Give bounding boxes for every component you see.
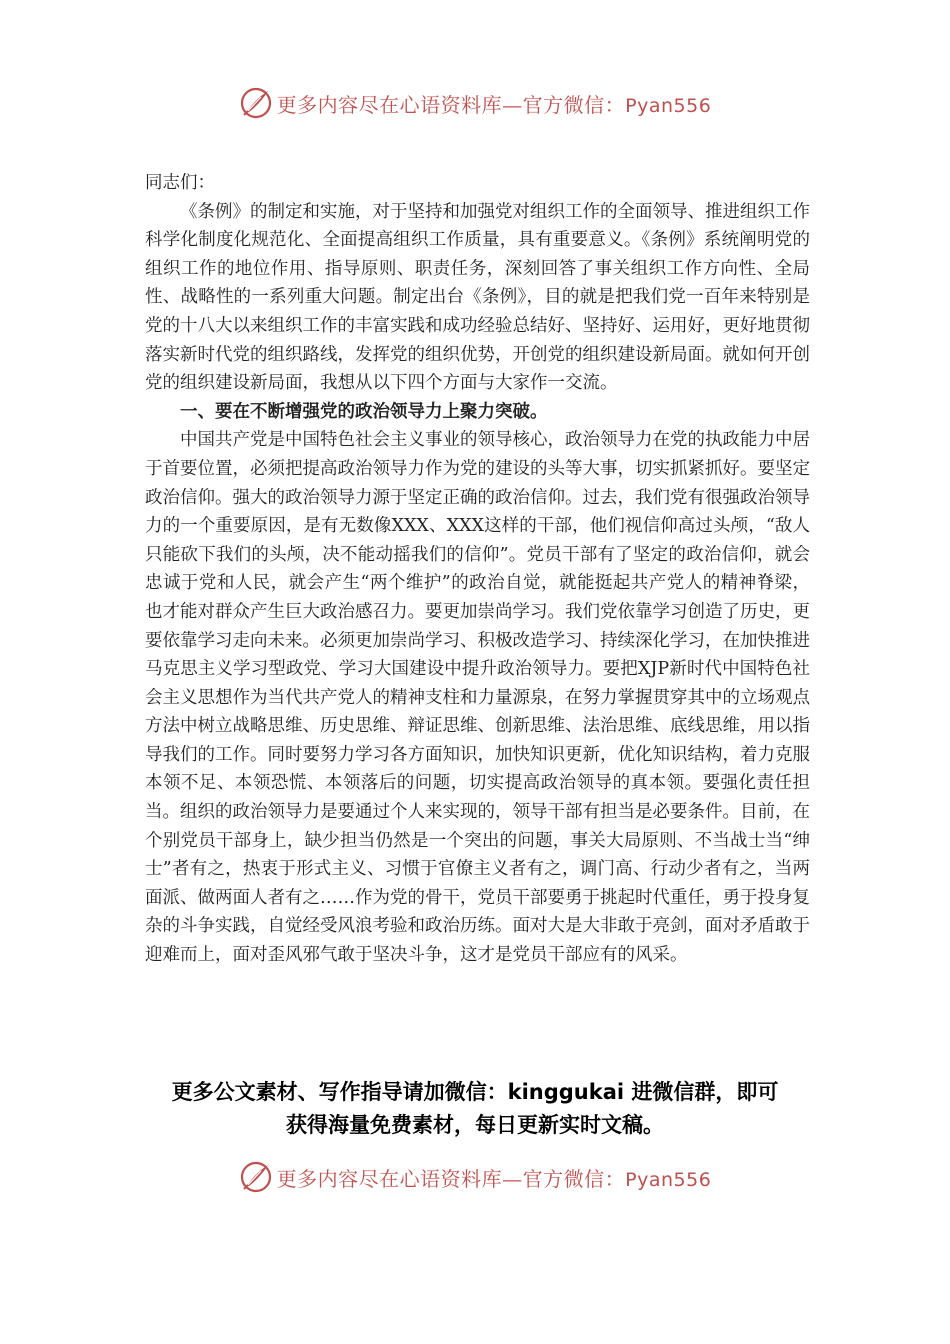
section-body-paragraph: 中国共产党是中国特色社会主义事业的领导核心，政治领导力在党的执政能力中居于首要位置，必须把提高政治领导力作为党的建设的头等大事，切实抓紧抓好。要坚定政治信仰。强大的政治领导力源于坚定正确的政治信仰。过去，我们党有很强政治领导力的一个重要原因，是有无数像XXX、XXX这样的干部，他们视信仰高过头颅，“敌人只能砍下我们的头颅，决不能动摇我们的信仰”。党员干部有了坚定的政治信仰，就会忠诚于党和人民，就会产生“两个维护”的政治自觉，就能挺起共产党人的精神脊梁，也才能对群众产生巨大政治感召力。要更加崇尚学习。我们党依靠学习创造了历史，更要依靠学习走向未来。必须更加崇尚学习、积极改造学习、持续深化学习，在加快推进马克思主义学习型政党、学习大国建设中提升政治领导力。要把XJP新时代中国特色社会主义思想作为当代共产党人的精神支柱和力量源泉，在努力掌握贯穿其中的立场观点方法中树立战略思维、历史思维、辩证思维、创新思维、法治思维、底线思维，用以指导我们的工作。同时要努力学习各方面知识，加快知识更新，优化知识结构，着力克服本领不足、本领恐慌、本领落后的问题，切实提高政治领导的真本领。要强化责任担当。组织的政治领导力是要通过个人来实现的，领导干部有担当是必要条件。目前，在个别党员干部身上，缺少担当仍然是一个突出的问题，事关大局原则、不当战士当“绅士”者有之，热衷于形式主义、习惯于官僚主义者有之，调门高、行动少者有之，当两面派、做两面人者有之……作为党的骨干，党员干部要勇于挑起时代重任，勇于投身复杂的斗争实践，自觉经受风浪考验和政治历练。面对大是大非敢于亮剑，面对矛盾敢于迎难而上，面对歪风邪气敢于坚决斗争，这才是党员干部应有的风采。 <box>145 430 810 966</box>
watermark-wechat-id: Pyan556 <box>625 94 712 117</box>
footer-watermark-banner <box>0 1157 950 1197</box>
salutation: 同志们： <box>145 173 215 193</box>
watermark-wechat-id: Pyan556 <box>625 1168 712 1191</box>
quill-pen-icon <box>239 86 273 120</box>
promo-notice <box>120 1076 830 1142</box>
watermark-text <box>277 1163 712 1192</box>
promo-line-1: 更多公文素材、写作指导请加微信：kinggukai 进微信群，即可 <box>171 1080 779 1104</box>
header-watermark-banner <box>0 83 950 123</box>
watermark-text-cn: 更多内容尽在心语资料库—官方微信： <box>276 92 626 117</box>
promo-line-2: 获得海量免费素材，每日更新实时文稿。 <box>286 1113 664 1137</box>
watermark-text-cn: 更多内容尽在心语资料库—官方微信： <box>276 1166 626 1191</box>
section-heading: 一、要在不断增强党的政治领导力上聚力突破。 <box>180 401 548 422</box>
document-body <box>145 169 810 970</box>
quill-pen-icon <box>239 1160 273 1194</box>
watermark-text <box>277 89 712 118</box>
intro-paragraph: 《条例》的制定和实施，对于坚持和加强党对组织工作的全面领导、推进组织工作科学化制度化规范化、全面提高组织工作质量，具有重要意义。《条例》系统阐明党的组织工作的地位作用、指导原则、职责任务，深刻回答了事关组织工作方向性、全局性、战略性的一系列重大问题。制定出台《条例》，目的就是把我们党一百年来特别是党的十八大以来组织工作的丰富实践和成功经验总结好、坚持好、运用好，更好地贯彻落实新时代党的组织路线，发挥党的组织优势，开创党的组织建设新局面。就如何开创党的组织建设新局面，我想从以下四个方面与大家作一交流。 <box>145 201 810 394</box>
